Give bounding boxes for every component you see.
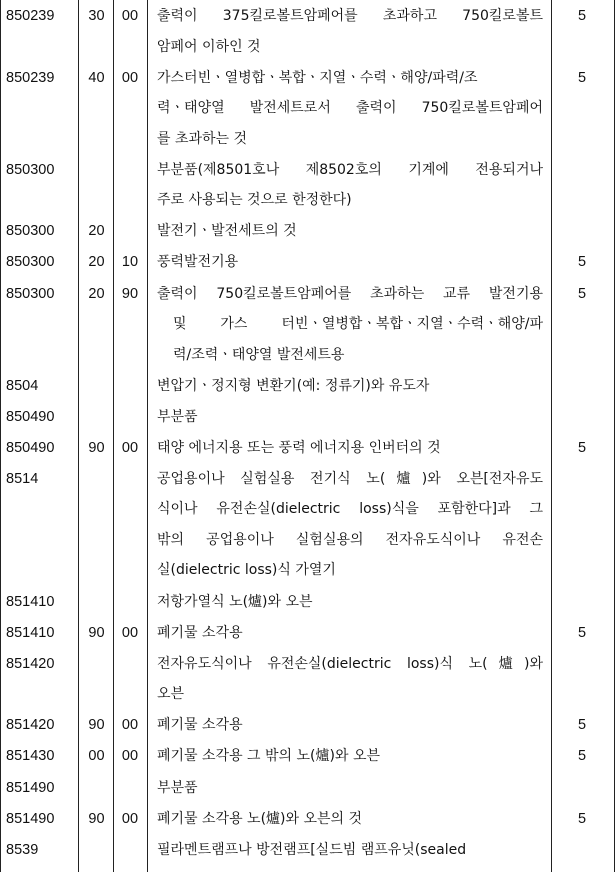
hs-code: 851490 — [6, 810, 55, 827]
hs-code: 851430 — [6, 748, 55, 765]
hs-code: 850490 — [6, 439, 55, 456]
item-description — [157, 155, 543, 216]
item-description — [157, 804, 543, 835]
hs-code: 850239 — [6, 69, 55, 86]
sub-code-2: 00 — [121, 439, 139, 456]
tariff-rate: 5 — [577, 624, 587, 641]
sub-code-1: 00 — [88, 748, 105, 765]
tariff-rate: 5 — [577, 717, 587, 734]
hs-code: 850300 — [6, 223, 55, 240]
sub-code-2: 00 — [121, 748, 139, 765]
item-description — [157, 618, 543, 649]
description-line: 폐기물 소각용 — [157, 717, 243, 734]
sub-code-1: 40 — [88, 69, 105, 86]
hs-code: 850239 — [6, 8, 55, 24]
description-line: 저항가열식 노(爐)와 오븐 — [157, 593, 313, 610]
hs-code: 8514 — [6, 470, 39, 487]
hs-code: 851410 — [6, 624, 55, 641]
sub-code-1: 90 — [88, 717, 105, 734]
item-description — [157, 835, 543, 866]
sub-code-1: 20 — [88, 223, 105, 240]
column-divider — [0, 0, 1, 872]
item-description — [157, 433, 543, 464]
hs-code: 851420 — [6, 717, 55, 734]
description-line: 력ㆍ태양열 발전세트로서 출력이 750킬로볼트암페어 — [157, 100, 543, 117]
tariff-rate: 5 — [577, 8, 587, 24]
hs-code: 8539 — [6, 841, 39, 858]
description-line: 공업용이나 실험실용 전기식 노(爐)와 오븐[전자유도 — [157, 470, 543, 487]
sub-code-2: 00 — [121, 624, 139, 641]
sub-code-1: 90 — [88, 439, 105, 456]
description-line: 오븐 — [157, 686, 185, 703]
description-line: 부분품 — [157, 779, 198, 796]
hs-code: 850300 — [6, 161, 55, 178]
item-description — [157, 649, 543, 710]
column-divider — [551, 0, 552, 872]
hs-code: 851420 — [6, 655, 55, 672]
item-description — [157, 464, 543, 586]
item-description — [157, 279, 543, 371]
sub-code-2: 00 — [121, 810, 139, 827]
sub-code-2: 00 — [121, 69, 139, 86]
item-description — [157, 741, 543, 772]
item-description — [157, 773, 543, 804]
sub-code-2: 90 — [121, 285, 139, 302]
description-line: 변압기ㆍ정지형 변환기(예: 정류기)와 유도자 — [157, 377, 430, 394]
description-line: 식이나 유전손실(dielectric loss)식을 포함한다]과 그 — [157, 501, 543, 518]
description-line: 발전기ㆍ발전세트의 것 — [157, 223, 297, 240]
hs-code: 850490 — [6, 408, 55, 425]
tariff-rate: 5 — [577, 69, 587, 86]
description-line: 풍력발전기용 — [157, 254, 239, 271]
description-line: 실(dielectric loss)식 가열기 — [157, 562, 336, 579]
description-line: 태양 에너지용 또는 풍력 에너지용 인버터의 것 — [157, 439, 441, 456]
sub-code-1: 30 — [88, 8, 105, 24]
sub-code-2: 00 — [121, 8, 139, 24]
description-line: 필라멘트램프나 방전램프[실드빔 램프유닛(sealed — [157, 841, 467, 858]
sub-code-2: 00 — [121, 717, 139, 734]
hs-code: 851490 — [6, 779, 55, 796]
item-description — [157, 587, 543, 618]
item-description — [157, 710, 543, 741]
description-line: 력/조력ㆍ태양열 발전세트용 — [173, 346, 345, 363]
description-line: 출력이 750킬로볼트암페어를 초과하는 교류 발전기용 — [157, 285, 543, 302]
description-line: 주로 사용되는 것으로 한정한다) — [157, 192, 352, 209]
description-line: 출력이 375킬로볼트암페어를 초과하고 750킬로볼트 — [157, 8, 543, 24]
description-line: 암페어 이하인 것 — [157, 38, 261, 55]
tariff-rate: 5 — [577, 254, 587, 271]
sub-code-1: 20 — [88, 254, 105, 271]
description-line: 폐기물 소각용 그 밖의 노(爐)와 오븐 — [157, 748, 380, 765]
description-line: 부분품 — [157, 408, 198, 425]
description-line: 폐기물 소각용 — [157, 624, 243, 641]
item-description — [157, 402, 543, 433]
tariff-rate: 5 — [577, 748, 587, 765]
sub-code-1: 20 — [88, 285, 105, 302]
item-description — [157, 1, 543, 62]
description-line: 밖의 공업용이나 실험실용의 전자유도식이나 유전손 — [157, 531, 543, 548]
hs-code: 8504 — [6, 377, 39, 394]
hs-code: 850300 — [6, 285, 55, 302]
sub-code-1: 90 — [88, 624, 105, 641]
tariff-rate: 5 — [577, 439, 587, 456]
sub-code-1: 90 — [88, 810, 105, 827]
item-description — [157, 216, 543, 247]
description-line: 전자유도식이나 유전손실(dielectric loss)식 노(爐)와 — [157, 655, 543, 672]
description-line: 부분품(제8501호나 제8502호의 기계에 전용되거나 — [157, 161, 543, 178]
description-line: 및 가스 터빈ㆍ열병합ㆍ복합ㆍ지열ㆍ수력ㆍ해양/파 — [173, 316, 543, 332]
tariff-rate: 5 — [577, 285, 587, 302]
hs-code: 851410 — [6, 593, 55, 610]
tariff-rate: 5 — [577, 810, 587, 827]
item-description — [157, 247, 543, 278]
description-line: 를 초과하는 것 — [157, 130, 248, 147]
sub-code-2: 10 — [121, 254, 139, 271]
hs-code: 850300 — [6, 254, 55, 271]
column-divider — [147, 0, 148, 872]
description-line: 폐기물 소각용 노(爐)와 오븐의 것 — [157, 810, 363, 827]
column-divider — [78, 0, 79, 872]
description-line: 가스터빈ㆍ열병합ㆍ복합ㆍ지열ㆍ수력ㆍ해양/파력/조 — [157, 69, 478, 86]
item-description — [157, 371, 543, 402]
item-description — [157, 63, 543, 155]
